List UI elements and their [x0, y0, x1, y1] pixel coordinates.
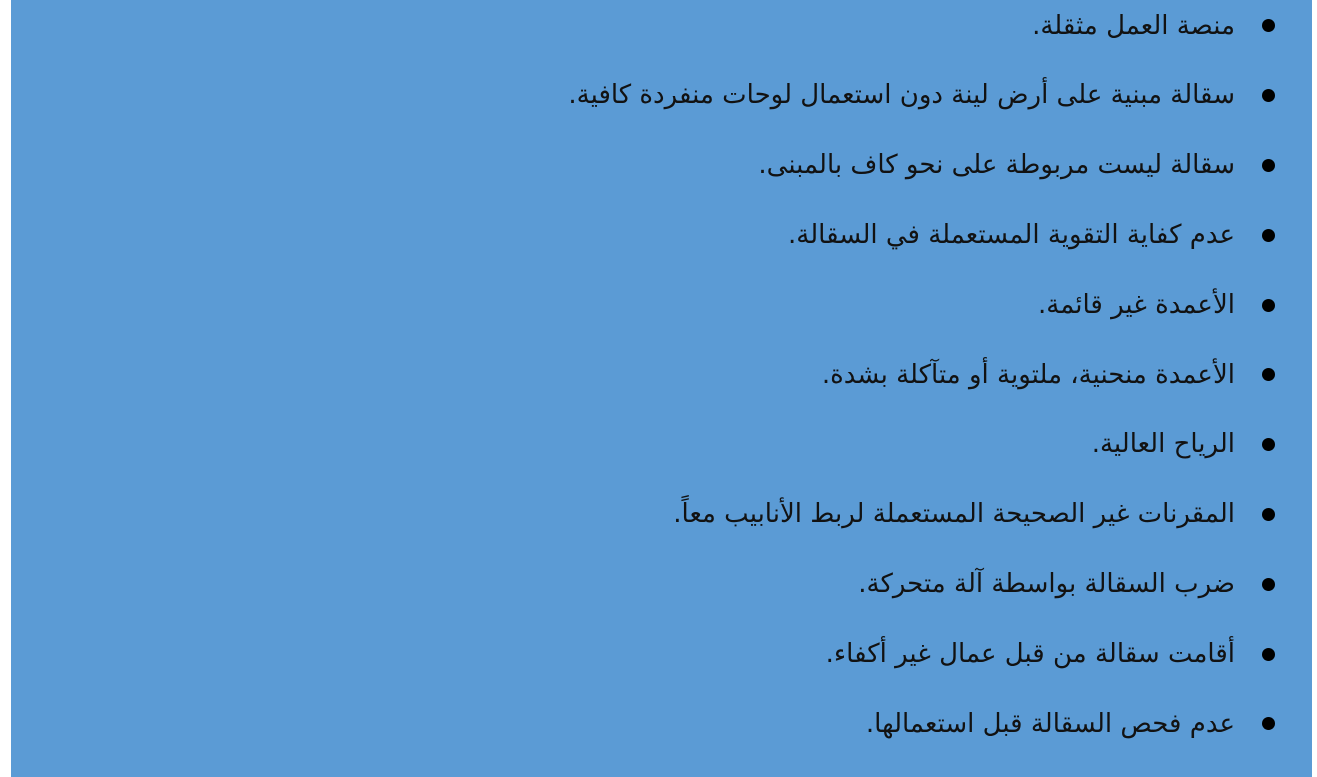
bullet-text: المقرنات غير الصحيحة المستعملة لربط الأنابيب معاً. — [673, 499, 1235, 530]
list-item — [51, 549, 1275, 619]
bullet-icon — [1262, 648, 1275, 661]
bullet-text: منصة العمل مثقلة. — [1032, 10, 1235, 41]
bullet-text: الرياح العالية. — [1091, 429, 1235, 460]
list-item — [51, 61, 1275, 131]
bullet-text: ضرب السقالة بواسطة آلة متحركة. — [858, 569, 1235, 600]
bullet-list — [51, 0, 1275, 759]
list-item — [51, 480, 1275, 550]
list-item — [51, 131, 1275, 201]
list-item — [51, 689, 1275, 759]
bullet-icon — [1262, 229, 1275, 242]
bullet-text: سقالة مبنية على أرض لينة دون استعمال لوحات منفردة كافية. — [568, 80, 1235, 111]
list-item — [51, 200, 1275, 270]
bullet-text: سقالة ليست مربوطة على نحو كاف بالمبنى. — [758, 150, 1235, 181]
list-item — [51, 0, 1275, 61]
bullet-text: الأعمدة منحنية، ملتوية أو متآكلة بشدة. — [821, 359, 1235, 390]
list-item — [51, 619, 1275, 689]
list-item — [51, 340, 1275, 410]
bullet-text: عدم فحص السقالة قبل استعمالها. — [865, 708, 1235, 739]
list-item — [51, 410, 1275, 480]
bullet-text: أقامت سقالة من قبل عمال غير أكفاء. — [825, 638, 1235, 669]
slide-area — [11, 0, 1312, 777]
bullet-icon — [1262, 578, 1275, 591]
bullet-icon — [1262, 89, 1275, 102]
bullet-icon — [1262, 368, 1275, 381]
bullet-icon — [1262, 438, 1275, 451]
list-item — [51, 270, 1275, 340]
bullet-text: عدم كفاية التقوية المستعملة في السقالة. — [788, 220, 1235, 251]
bullet-icon — [1262, 717, 1275, 730]
bullet-icon — [1262, 159, 1275, 172]
bullet-icon — [1262, 508, 1275, 521]
bullet-text: الأعمدة غير قائمة. — [1037, 289, 1235, 320]
bullet-icon — [1262, 299, 1275, 312]
bullet-icon — [1262, 19, 1275, 32]
